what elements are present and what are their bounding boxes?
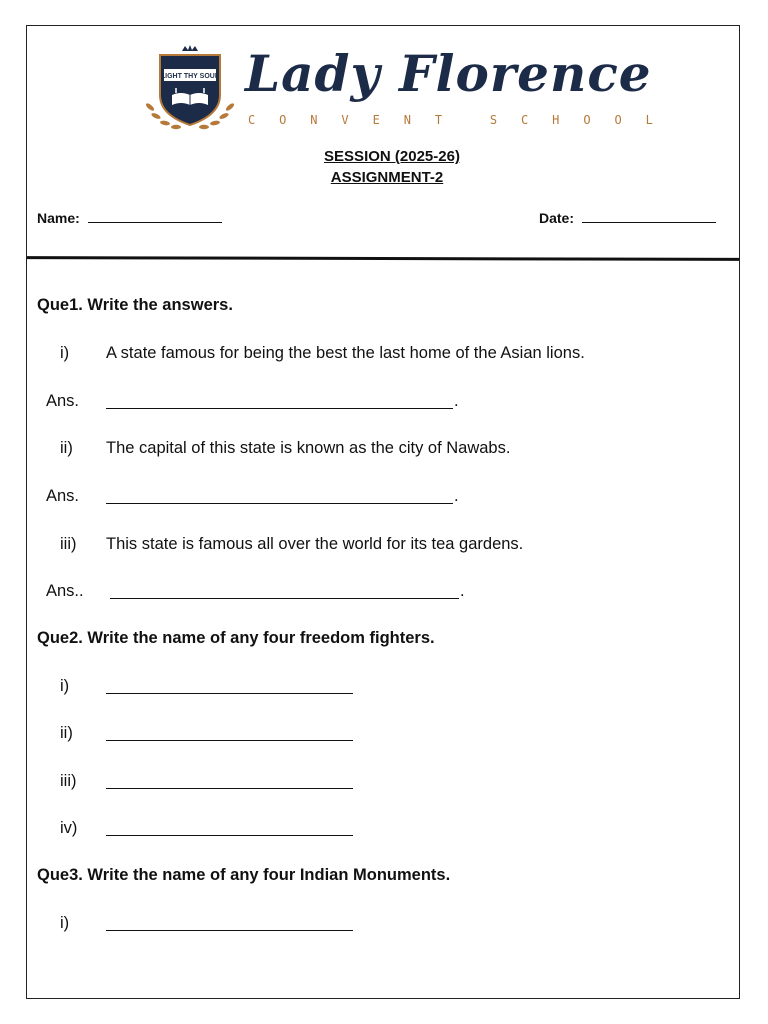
- q1-item-2-text: The capital of this state is known as the city of Nawabs.: [106, 439, 511, 457]
- q1-item-1-answer-line[interactable]: [106, 408, 453, 409]
- school-name: Lady Florence: [245, 44, 652, 103]
- q1-item-2-number: ii): [60, 439, 73, 457]
- date-field[interactable]: [539, 210, 716, 226]
- school-subtitle-letter: O: [279, 113, 287, 127]
- school-subtitle-letter: O: [583, 113, 591, 127]
- question-1-title: Que1. Write the answers.: [37, 296, 233, 314]
- q1-item-3-answer-line[interactable]: [110, 598, 459, 599]
- school-subtitle-letter: O: [614, 113, 622, 127]
- school-crest-icon: [140, 45, 240, 133]
- q2-item-1-number: i): [60, 677, 70, 695]
- q3-item-1-number: i): [60, 914, 70, 932]
- q1-item-2-ans-label: Ans.: [46, 487, 80, 505]
- q1-item-3-ans-label: Ans..: [46, 582, 84, 600]
- q1-item-3-period: .: [460, 582, 465, 600]
- q1-item-1-period: .: [454, 392, 459, 410]
- school-subtitle-letter: T: [434, 113, 443, 127]
- q2-item-1-answer-line[interactable]: [106, 693, 353, 694]
- school-subtitle-letter: C: [521, 113, 529, 127]
- q2-item-2-number: ii): [60, 724, 73, 742]
- school-subtitle-letter: N: [310, 113, 318, 127]
- crest-motto: LIGHT THY SOUL: [160, 73, 220, 80]
- q1-item-1-ans-label: Ans.: [46, 392, 80, 410]
- school-subtitle-letter: N: [403, 113, 411, 127]
- q1-item-3-text: This state is famous all over the world for its tea gardens.: [106, 535, 524, 553]
- school-subtitle-letter: C: [248, 113, 256, 127]
- question-2-title: Que2. Write the name of any four freedom fighters.: [37, 629, 435, 647]
- q2-item-3-number: iii): [60, 772, 77, 790]
- q1-item-1-text: A state famous for being the best the last home of the Asian lions.: [106, 344, 585, 362]
- name-blank[interactable]: [88, 210, 222, 223]
- date-label: Date:: [539, 210, 575, 226]
- q2-item-2-answer-line[interactable]: [106, 740, 353, 741]
- school-subtitle-letter: V: [341, 113, 349, 127]
- school-subtitle-letter: H: [552, 113, 560, 127]
- q2-item-4-answer-line[interactable]: [106, 835, 353, 836]
- school-subtitle-letter: S: [489, 113, 498, 127]
- session-title: SESSION (2025-26): [324, 148, 460, 165]
- q1-item-2-answer-line[interactable]: [106, 503, 453, 504]
- q1-item-2-period: .: [454, 487, 459, 505]
- school-subtitle: [248, 113, 653, 127]
- q1-item-1-number: i): [60, 344, 70, 362]
- name-field[interactable]: [37, 210, 222, 226]
- date-blank[interactable]: [582, 210, 716, 223]
- assignment-title: ASSIGNMENT-2: [330, 169, 444, 186]
- q1-item-3-number: iii): [60, 535, 77, 553]
- question-3-title: Que3. Write the name of any four Indian Monuments.: [37, 866, 451, 884]
- q2-item-4-number: iv): [60, 819, 78, 837]
- school-logo: [140, 45, 660, 135]
- school-subtitle-letter: L: [645, 113, 653, 127]
- school-subtitle-letter: E: [372, 113, 380, 127]
- q3-item-1-answer-line[interactable]: [106, 930, 353, 931]
- q2-item-3-answer-line[interactable]: [106, 788, 353, 789]
- name-label: Name:: [37, 210, 80, 226]
